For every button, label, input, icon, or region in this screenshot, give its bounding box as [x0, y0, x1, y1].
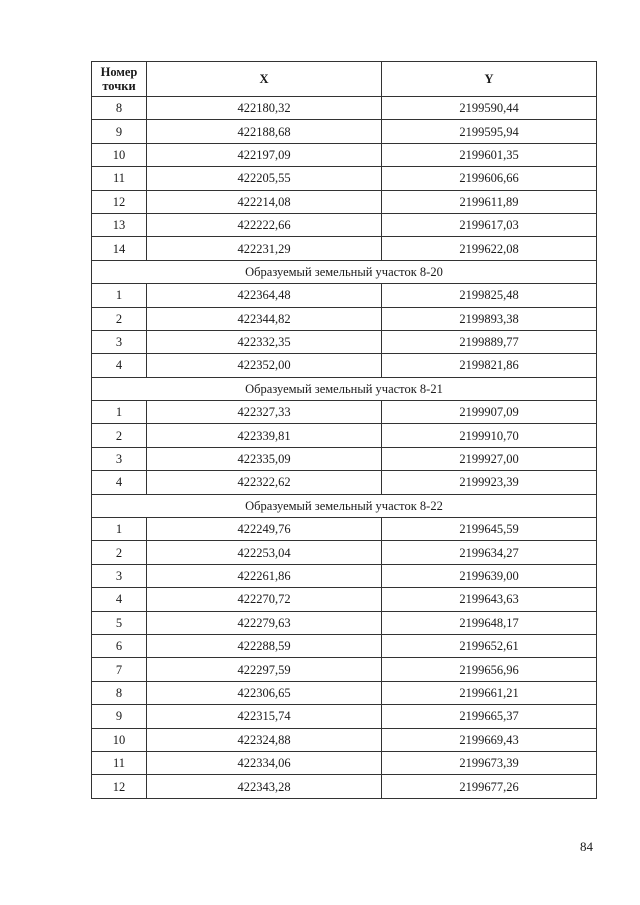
y-coordinate-cell: 2199825,48	[382, 284, 597, 307]
point-number-cell: 3	[92, 564, 147, 587]
table-row	[92, 424, 597, 447]
point-number-cell: 12	[92, 190, 147, 213]
table-row	[92, 237, 597, 260]
y-coordinate-cell: 2199821,86	[382, 354, 597, 377]
x-coordinate-cell: 422334,06	[147, 751, 382, 774]
table-row	[92, 658, 597, 681]
table-row	[92, 330, 597, 353]
section-row	[92, 377, 597, 400]
x-coordinate-cell: 422344,82	[147, 307, 382, 330]
y-coordinate-cell: 2199669,43	[382, 728, 597, 751]
x-coordinate-cell: 422214,08	[147, 190, 382, 213]
point-number-cell: 14	[92, 237, 147, 260]
table-row	[92, 401, 597, 424]
point-number-cell: 1	[92, 518, 147, 541]
x-coordinate-cell: 422339,81	[147, 424, 382, 447]
x-coordinate-cell: 422297,59	[147, 658, 382, 681]
section-title: Образуемый земельный участок 8-20	[92, 260, 597, 283]
y-coordinate-cell: 2199611,89	[382, 190, 597, 213]
table-row	[92, 284, 597, 307]
table-row	[92, 307, 597, 330]
table-row	[92, 775, 597, 798]
point-number-cell: 5	[92, 611, 147, 634]
point-number-cell: 9	[92, 120, 147, 143]
point-number-cell: 7	[92, 658, 147, 681]
section-row	[92, 494, 597, 517]
point-number-cell: 3	[92, 447, 147, 470]
point-number-cell: 2	[92, 541, 147, 564]
table-row	[92, 681, 597, 704]
y-coordinate-cell: 2199606,66	[382, 167, 597, 190]
point-number-cell: 11	[92, 167, 147, 190]
x-coordinate-cell: 422197,09	[147, 143, 382, 166]
x-coordinate-cell: 422180,32	[147, 97, 382, 120]
y-coordinate-cell: 2199634,27	[382, 541, 597, 564]
table-row	[92, 167, 597, 190]
x-coordinate-cell: 422324,88	[147, 728, 382, 751]
x-coordinate-cell: 422270,72	[147, 588, 382, 611]
x-coordinate-cell: 422335,09	[147, 447, 382, 470]
x-coordinate-cell: 422288,59	[147, 634, 382, 657]
table-row	[92, 728, 597, 751]
table-row	[92, 190, 597, 213]
y-coordinate-cell: 2199923,39	[382, 471, 597, 494]
point-number-cell: 12	[92, 775, 147, 798]
page-number: 84	[580, 839, 593, 854]
x-coordinate-cell: 422322,62	[147, 471, 382, 494]
point-number-cell: 13	[92, 213, 147, 236]
section-title: Образуемый земельный участок 8-22	[92, 494, 597, 517]
table-row	[92, 541, 597, 564]
table-row	[92, 213, 597, 236]
header-point-number-line1: Номер	[100, 65, 138, 79]
y-coordinate-cell: 2199595,94	[382, 120, 597, 143]
table-row	[92, 611, 597, 634]
y-coordinate-cell: 2199927,00	[382, 447, 597, 470]
y-coordinate-cell: 2199910,70	[382, 424, 597, 447]
y-coordinate-cell: 2199889,77	[382, 330, 597, 353]
point-number-cell: 1	[92, 284, 147, 307]
x-coordinate-cell: 422332,35	[147, 330, 382, 353]
table-row	[92, 471, 597, 494]
coordinates-table	[91, 61, 597, 799]
point-number-cell: 2	[92, 424, 147, 447]
y-coordinate-cell: 2199661,21	[382, 681, 597, 704]
point-number-cell: 10	[92, 728, 147, 751]
x-coordinate-cell: 422188,68	[147, 120, 382, 143]
y-coordinate-cell: 2199643,63	[382, 588, 597, 611]
section-title: Образуемый земельный участок 8-21	[92, 377, 597, 400]
y-coordinate-cell: 2199617,03	[382, 213, 597, 236]
y-coordinate-cell: 2199907,09	[382, 401, 597, 424]
header-point-number	[92, 62, 147, 97]
section-row	[92, 260, 597, 283]
x-coordinate-cell: 422222,66	[147, 213, 382, 236]
header-x: X	[147, 62, 382, 97]
point-number-cell: 8	[92, 97, 147, 120]
x-coordinate-cell: 422249,76	[147, 518, 382, 541]
y-coordinate-cell: 2199590,44	[382, 97, 597, 120]
point-number-cell: 2	[92, 307, 147, 330]
y-coordinate-cell: 2199645,59	[382, 518, 597, 541]
y-coordinate-cell: 2199652,61	[382, 634, 597, 657]
x-coordinate-cell: 422261,86	[147, 564, 382, 587]
table-row	[92, 751, 597, 774]
header-point-number-line2: точки	[102, 79, 136, 93]
point-number-cell: 4	[92, 471, 147, 494]
point-number-cell: 8	[92, 681, 147, 704]
y-coordinate-cell: 2199665,37	[382, 705, 597, 728]
x-coordinate-cell: 422352,00	[147, 354, 382, 377]
table-row	[92, 634, 597, 657]
point-number-cell: 9	[92, 705, 147, 728]
table-row	[92, 588, 597, 611]
point-number-cell: 3	[92, 330, 147, 353]
y-coordinate-cell: 2199893,38	[382, 307, 597, 330]
table-row	[92, 447, 597, 470]
y-coordinate-cell: 2199639,00	[382, 564, 597, 587]
table-header-row	[92, 62, 597, 97]
table-row	[92, 97, 597, 120]
table-row	[92, 564, 597, 587]
x-coordinate-cell: 422364,48	[147, 284, 382, 307]
x-coordinate-cell: 422343,28	[147, 775, 382, 798]
y-coordinate-cell: 2199622,08	[382, 237, 597, 260]
x-coordinate-cell: 422279,63	[147, 611, 382, 634]
table-row	[92, 143, 597, 166]
x-coordinate-cell: 422306,65	[147, 681, 382, 704]
y-coordinate-cell: 2199601,35	[382, 143, 597, 166]
y-coordinate-cell: 2199656,96	[382, 658, 597, 681]
point-number-cell: 1	[92, 401, 147, 424]
point-number-cell: 4	[92, 588, 147, 611]
table-row	[92, 705, 597, 728]
point-number-cell: 10	[92, 143, 147, 166]
y-coordinate-cell: 2199648,17	[382, 611, 597, 634]
x-coordinate-cell: 422315,74	[147, 705, 382, 728]
point-number-cell: 4	[92, 354, 147, 377]
table-row	[92, 518, 597, 541]
x-coordinate-cell: 422327,33	[147, 401, 382, 424]
header-y: Y	[382, 62, 597, 97]
table-body	[92, 97, 597, 799]
table-row	[92, 120, 597, 143]
y-coordinate-cell: 2199673,39	[382, 751, 597, 774]
y-coordinate-cell: 2199677,26	[382, 775, 597, 798]
x-coordinate-cell: 422205,55	[147, 167, 382, 190]
table-row	[92, 354, 597, 377]
point-number-cell: 6	[92, 634, 147, 657]
point-number-cell: 11	[92, 751, 147, 774]
x-coordinate-cell: 422253,04	[147, 541, 382, 564]
x-coordinate-cell: 422231,29	[147, 237, 382, 260]
